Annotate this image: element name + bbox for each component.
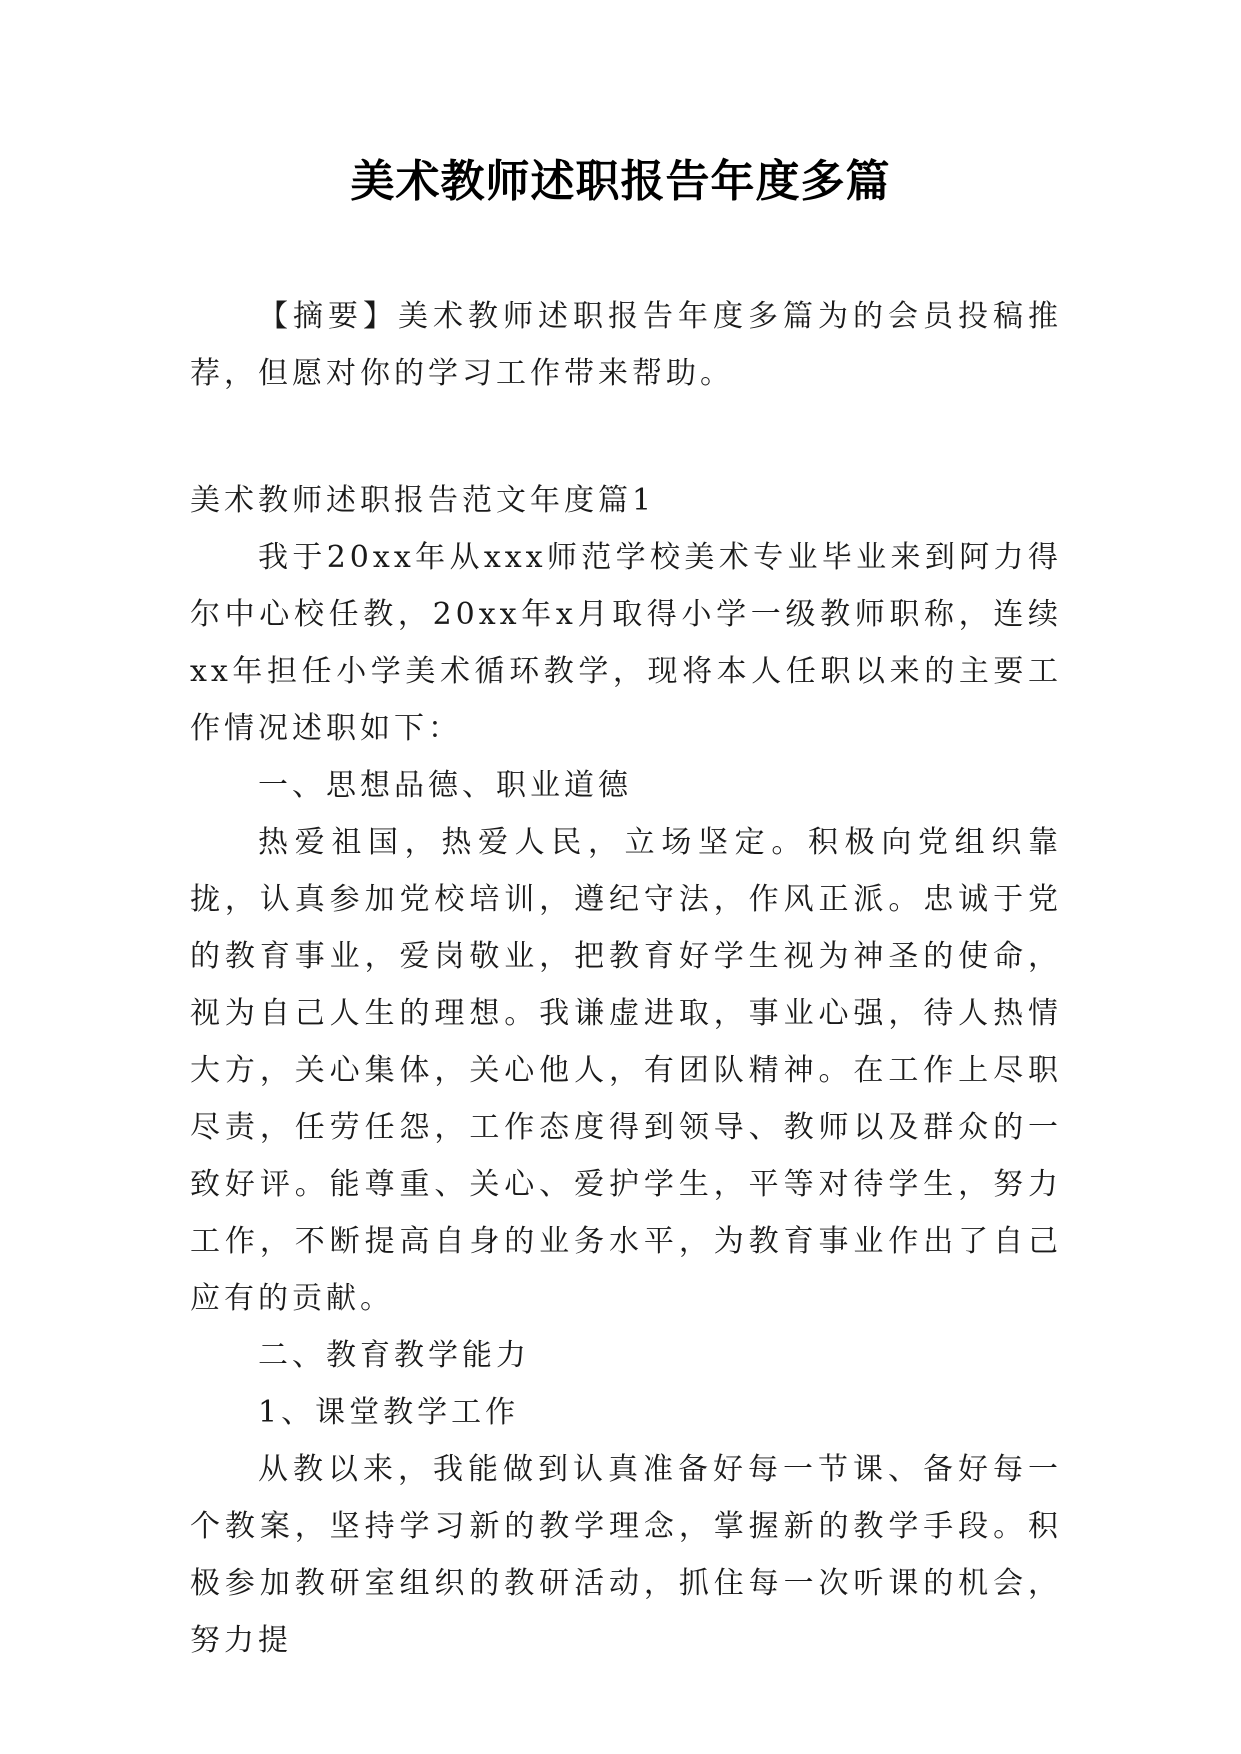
subheading: 一、思想品德、职业道德 bbox=[258, 768, 632, 803]
section-heading: 美术教师述职报告范文年度篇1 bbox=[190, 483, 656, 518]
body-paragraph: 热爱祖国，热爱人民，立场坚定。积极向党组织靠拢，认真参加党校培训，遵纪守法，作风正派。忠诚于党的教育事业，爱岗敬业，把教育好学生视为神圣的使命，视为自己人生的理想。我谦虚进取，事业心强，待人热情大方，关心集体，关心他人，有团队精神。在工作上尽职尽责，任劳任怨，工作态度得到领导、教师以及群众的一致好评。能尊重、关心、爱护学生，平等对待学生，努力工作，不断提高自身的业务水平，为教育事业作出了自己应有的贡献。 bbox=[190, 825, 1062, 1316]
body-paragraph: 从教以来，我能做到认真准备好每一节课、备好每一个教案，坚持学习新的教学理念，掌握新的教学手段。积极参加教研室组织的教研活动，抓住每一次听课的机会，努力提 bbox=[190, 1452, 1062, 1658]
document-body bbox=[190, 288, 1062, 1669]
summary-paragraph: 【摘要】美术教师述职报告年度多篇为的会员投稿推荐，但愿对你的学习工作带来帮助。 bbox=[190, 299, 1062, 391]
subheading: 1、课堂教学工作 bbox=[258, 1395, 520, 1430]
subheading: 二、教育教学能力 bbox=[258, 1338, 530, 1373]
document-title: 美术教师述职报告年度多篇 bbox=[350, 156, 891, 207]
spacer bbox=[190, 402, 1062, 472]
body-paragraph: 我于20xx年从xxx师范学校美术专业毕业来到阿力得尔中心校任教，20xx年x月取得小学一级教师职称，连续xx年担任小学美术循环教学，现将本人任职以来的主要工作情况述职如下： bbox=[190, 540, 1062, 746]
